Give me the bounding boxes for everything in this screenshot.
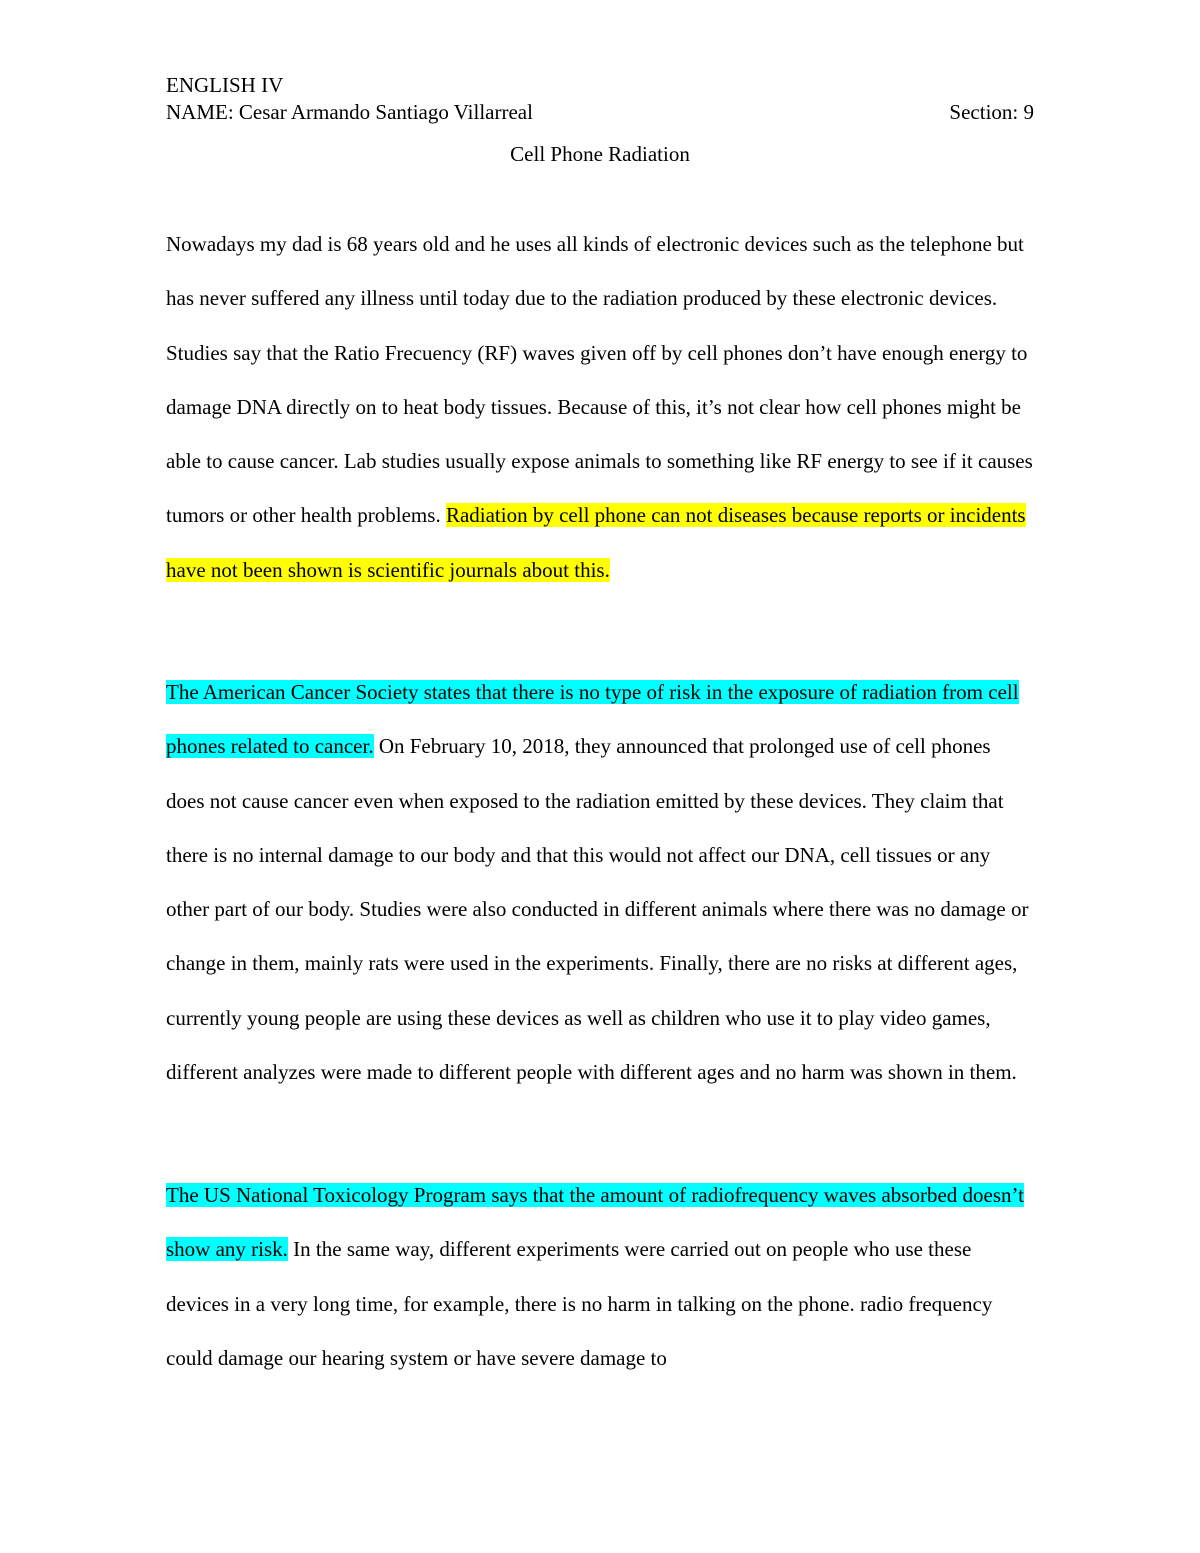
paragraph-3-body: In the same way, different experiments were carried out on people who use these devices in a very long time, for example, there is no harm in talking on the phone. radio frequency could damage our hearing system or have severe damage to <box>166 1237 993 1370</box>
paragraph-2-highlight: The American Cancer Society states that there is no type of risk in the exposure of radiation from cell phones related to cancer. <box>166 680 1019 759</box>
paragraph-1-body: Nowadays my dad is 68 years old and he uses all kinds of electronic devices such as the telephone but has never suffered any illness until today due to the radiation produced by these electronic devices. Studies say that the Ratio Frecuency (RF) waves given off by cell phones don’t have enough energy to damage DNA directly on to heat body tissues. Because of this, it’s not clear how cell phones might be able to cause cancer. Lab studies usually expose animals to something like RF energy to see if it causes tumors or other health problems. <box>166 232 1033 528</box>
document-title: Cell Phone Radiation <box>510 142 690 166</box>
section-number: Section: 9 <box>949 100 1034 124</box>
paragraph-2-body: On February 10, 2018, they announced that prolonged use of cell phones does not cause cancer even when exposed to the radiation emitted by these devices. They claim that there is no internal damage to our body and that this would not affect our DNA, cell tissues or any other part of our body. Studies were also conducted in different animals where there was no damage or change in them, mainly rats were used in the experiments. Finally, there are no risks at different ages, currently young people are using these devices as well as children who use it to play video games, different analyzes were made to different people with different ages and no harm was shown in them. <box>166 734 1029 1085</box>
paragraph-2 <box>166 665 1034 1099</box>
course-name: ENGLISH IV <box>166 73 284 97</box>
paragraph-3 <box>166 1168 1034 1385</box>
student-name-line: NAME: Cesar Armando Santiago Villarreal <box>166 100 533 124</box>
paragraph-1 <box>166 217 1034 597</box>
paragraph-1-highlight: Radiation by cell phone can not diseases because reports or incidents have not been shown is scientific journals about this. <box>166 503 1026 582</box>
paragraph-3-highlight: The US National Toxicology Program says that the amount of radiofrequency waves absorbed doesn’t show any risk. <box>166 1183 1024 1262</box>
